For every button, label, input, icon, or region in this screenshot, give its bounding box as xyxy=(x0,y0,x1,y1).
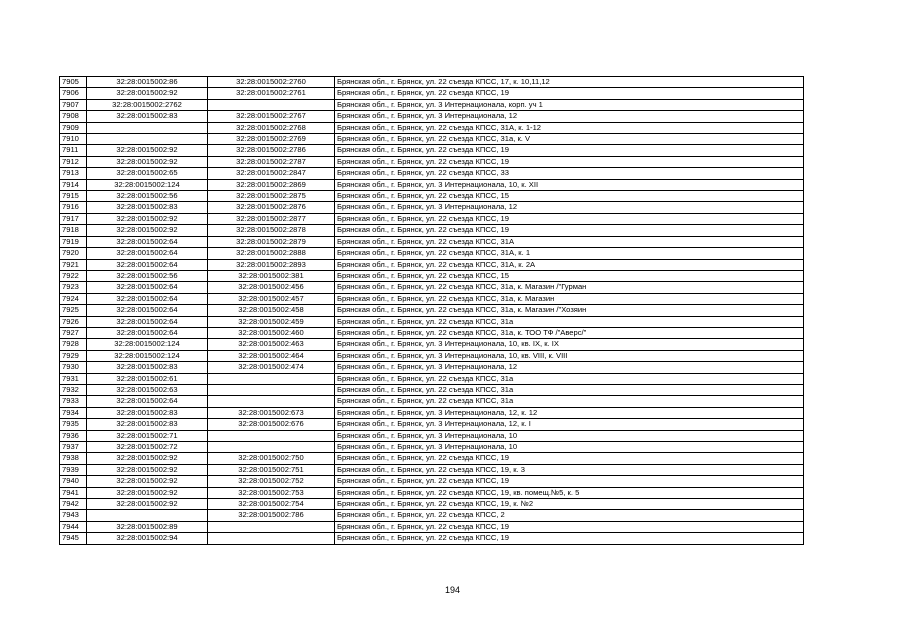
parcel-cadastral-cell: 32:28:0015002:64 xyxy=(87,293,208,304)
building-cadastral-cell: 32:28:0015002:786 xyxy=(208,510,335,521)
address-cell: Брянская обл., г. Брянск, ул. 3 Интернационала, 12 xyxy=(335,111,804,122)
parcel-cadastral-cell: 32:28:0015002:92 xyxy=(87,499,208,510)
table-row xyxy=(60,521,804,532)
address-cell: Брянская обл., г. Брянск, ул. 22 съезда КПСС, 19 xyxy=(335,533,804,544)
building-cadastral-cell: 32:28:0015002:752 xyxy=(208,476,335,487)
row-number-cell: 7945 xyxy=(60,533,87,544)
table-row xyxy=(60,88,804,99)
building-cadastral-cell xyxy=(208,430,335,441)
table-row xyxy=(60,453,804,464)
address-cell: Брянская обл., г. Брянск, ул. 3 Интернационала, 10, кв. IX, к. IX xyxy=(335,339,804,350)
building-cadastral-cell: 32:28:0015002:673 xyxy=(208,407,335,418)
building-cadastral-cell: 32:28:0015002:464 xyxy=(208,350,335,361)
parcel-cadastral-cell: 32:28:0015002:63 xyxy=(87,384,208,395)
parcel-cadastral-cell: 32:28:0015002:94 xyxy=(87,533,208,544)
address-cell: Брянская обл., г. Брянск, ул. 22 съезда КПСС, 31а, к. Магазин xyxy=(335,293,804,304)
address-cell: Брянская обл., г. Брянск, ул. 3 Интернационала, 12 xyxy=(335,362,804,373)
table-row xyxy=(60,134,804,145)
building-cadastral-cell: 32:28:0015002:2769 xyxy=(208,134,335,145)
building-cadastral-cell xyxy=(208,384,335,395)
building-cadastral-cell xyxy=(208,396,335,407)
building-cadastral-cell: 32:28:0015002:2768 xyxy=(208,122,335,133)
table-row xyxy=(60,111,804,122)
address-cell: Брянская обл., г. Брянск, ул. 22 съезда КПСС, 31А xyxy=(335,236,804,247)
table-row xyxy=(60,225,804,236)
building-cadastral-cell: 32:28:0015002:2760 xyxy=(208,77,335,88)
address-cell: Брянская обл., г. Брянск, ул. 22 съезда КПСС, 15 xyxy=(335,191,804,202)
registry-table xyxy=(59,76,804,545)
parcel-cadastral-cell: 32:28:0015002:83 xyxy=(87,407,208,418)
parcel-cadastral-cell: 32:28:0015002:64 xyxy=(87,316,208,327)
row-number-cell: 7910 xyxy=(60,134,87,145)
table-row xyxy=(60,396,804,407)
parcel-cadastral-cell: 32:28:0015002:64 xyxy=(87,305,208,316)
parcel-cadastral-cell: 32:28:0015002:92 xyxy=(87,156,208,167)
building-cadastral-cell: 32:28:0015002:474 xyxy=(208,362,335,373)
row-number-cell: 7935 xyxy=(60,419,87,430)
address-cell: Брянская обл., г. Брянск, ул. 22 съезда КПСС, 19 xyxy=(335,225,804,236)
address-cell: Брянская обл., г. Брянск, ул. 22 съезда КПСС, 19, кв. помещ.№5, к. 5 xyxy=(335,487,804,498)
address-cell: Брянская обл., г. Брянск, ул. 22 съезда КПСС, 19 xyxy=(335,145,804,156)
address-cell: Брянская обл., г. Брянск, ул. 22 съезда КПСС, 31а, к. Магазин /"Хозяин xyxy=(335,305,804,316)
address-cell: Брянская обл., г. Брянск, ул. 22 съезда КПСС, 31а xyxy=(335,396,804,407)
row-number-cell: 7905 xyxy=(60,77,87,88)
parcel-cadastral-cell: 32:28:0015002:124 xyxy=(87,350,208,361)
row-number-cell: 7919 xyxy=(60,236,87,247)
address-cell: Брянская обл., г. Брянск, ул. 3 Интернационала, 10 xyxy=(335,442,804,453)
address-cell: Брянская обл., г. Брянск, ул. 22 съезда КПСС, 19 xyxy=(335,521,804,532)
address-cell: Брянская обл., г. Брянск, ул. 22 съезда КПСС, 31А, к. 2А xyxy=(335,259,804,270)
table-row xyxy=(60,99,804,110)
row-number-cell: 7943 xyxy=(60,510,87,521)
address-cell: Брянская обл., г. Брянск, ул. 3 Интернационала, 12, к. 12 xyxy=(335,407,804,418)
parcel-cadastral-cell: 32:28:0015002:92 xyxy=(87,88,208,99)
row-number-cell: 7936 xyxy=(60,430,87,441)
parcel-cadastral-cell: 32:28:0015002:92 xyxy=(87,225,208,236)
address-cell: Брянская обл., г. Брянск, ул. 22 съезда КПСС, 31А, к. 1-12 xyxy=(335,122,804,133)
address-cell: Брянская обл., г. Брянск, ул. 22 съезда КПСС, 31а xyxy=(335,373,804,384)
building-cadastral-cell: 32:28:0015002:2893 xyxy=(208,259,335,270)
building-cadastral-cell: 32:28:0015002:458 xyxy=(208,305,335,316)
address-cell: Брянская обл., г. Брянск, ул. 22 съезда КПСС, 19 xyxy=(335,476,804,487)
parcel-cadastral-cell: 32:28:0015002:56 xyxy=(87,191,208,202)
parcel-cadastral-cell: 32:28:0015002:92 xyxy=(87,213,208,224)
building-cadastral-cell: 32:28:0015002:754 xyxy=(208,499,335,510)
building-cadastral-cell: 32:28:0015002:2888 xyxy=(208,248,335,259)
row-number-cell: 7917 xyxy=(60,213,87,224)
row-number-cell: 7916 xyxy=(60,202,87,213)
row-number-cell: 7914 xyxy=(60,179,87,190)
parcel-cadastral-cell: 32:28:0015002:92 xyxy=(87,487,208,498)
building-cadastral-cell xyxy=(208,442,335,453)
building-cadastral-cell: 32:28:0015002:2869 xyxy=(208,179,335,190)
parcel-cadastral-cell: 32:28:0015002:89 xyxy=(87,521,208,532)
address-cell: Брянская обл., г. Брянск, ул. 22 съезда КПСС, 31а xyxy=(335,384,804,395)
row-number-cell: 7931 xyxy=(60,373,87,384)
row-number-cell: 7915 xyxy=(60,191,87,202)
address-cell: Брянская обл., г. Брянск, ул. 3 Интернационала, 12 xyxy=(335,202,804,213)
address-cell: Брянская обл., г. Брянск, ул. 22 съезда КПСС, 31а, к. V xyxy=(335,134,804,145)
parcel-cadastral-cell: 32:28:0015002:83 xyxy=(87,419,208,430)
table-row xyxy=(60,350,804,361)
table-row xyxy=(60,487,804,498)
address-cell: Брянская обл., г. Брянск, ул. 3 Интернационала, 10, кв. VIII, к. VIII xyxy=(335,350,804,361)
address-cell: Брянская обл., г. Брянск, ул. 22 съезда КПСС, 31А, к. 1 xyxy=(335,248,804,259)
row-number-cell: 7907 xyxy=(60,99,87,110)
row-number-cell: 7932 xyxy=(60,384,87,395)
address-cell: Брянская обл., г. Брянск, ул. 22 съезда КПСС, 19 xyxy=(335,453,804,464)
parcel-cadastral-cell: 32:28:0015002:124 xyxy=(87,339,208,350)
building-cadastral-cell: 32:28:0015002:463 xyxy=(208,339,335,350)
row-number-cell: 7923 xyxy=(60,282,87,293)
building-cadastral-cell: 32:28:0015002:750 xyxy=(208,453,335,464)
parcel-cadastral-cell: 32:28:0015002:61 xyxy=(87,373,208,384)
parcel-cadastral-cell: 32:28:0015002:92 xyxy=(87,453,208,464)
address-cell: Брянская обл., г. Брянск, ул. 22 съезда КПСС, 31а, к. ТОО ТФ /"Аверс/" xyxy=(335,327,804,338)
building-cadastral-cell xyxy=(208,521,335,532)
registry-table-body xyxy=(60,77,804,545)
building-cadastral-cell: 32:28:0015002:459 xyxy=(208,316,335,327)
table-row xyxy=(60,384,804,395)
table-row xyxy=(60,168,804,179)
table-row xyxy=(60,259,804,270)
table-row xyxy=(60,270,804,281)
parcel-cadastral-cell: 32:28:0015002:64 xyxy=(87,259,208,270)
building-cadastral-cell xyxy=(208,99,335,110)
table-row xyxy=(60,236,804,247)
building-cadastral-cell: 32:28:0015002:2876 xyxy=(208,202,335,213)
parcel-cadastral-cell: 32:28:0015002:86 xyxy=(87,77,208,88)
address-cell: Брянская обл., г. Брянск, ул. 3 Интернационала, 12, к. I xyxy=(335,419,804,430)
table-row xyxy=(60,156,804,167)
address-cell: Брянская обл., г. Брянск, ул. 22 съезда КПСС, 31а, к. Магазин /"Гурман xyxy=(335,282,804,293)
table-row xyxy=(60,191,804,202)
address-cell: Брянская обл., г. Брянск, ул. 22 съезда КПСС, 17, к. 10,11,12 xyxy=(335,77,804,88)
parcel-cadastral-cell: 32:28:0015002:83 xyxy=(87,362,208,373)
row-number-cell: 7924 xyxy=(60,293,87,304)
row-number-cell: 7925 xyxy=(60,305,87,316)
address-cell: Брянская обл., г. Брянск, ул. 3 Интернационала, 10 xyxy=(335,430,804,441)
building-cadastral-cell: 32:28:0015002:2847 xyxy=(208,168,335,179)
address-cell: Брянская обл., г. Брянск, ул. 3 Интернационала, 10, к. XII xyxy=(335,179,804,190)
row-number-cell: 7912 xyxy=(60,156,87,167)
table-row xyxy=(60,464,804,475)
row-number-cell: 7906 xyxy=(60,88,87,99)
address-cell: Брянская обл., г. Брянск, ул. 22 съезда КПСС, 33 xyxy=(335,168,804,179)
address-cell: Брянская обл., г. Брянск, ул. 22 съезда КПСС, 19, к. №2 xyxy=(335,499,804,510)
address-cell: Брянская обл., г. Брянск, ул. 22 съезда КПСС, 19 xyxy=(335,88,804,99)
row-number-cell: 7939 xyxy=(60,464,87,475)
table-row xyxy=(60,327,804,338)
row-number-cell: 7926 xyxy=(60,316,87,327)
building-cadastral-cell: 32:28:0015002:676 xyxy=(208,419,335,430)
row-number-cell: 7942 xyxy=(60,499,87,510)
building-cadastral-cell: 32:28:0015002:460 xyxy=(208,327,335,338)
row-number-cell: 7941 xyxy=(60,487,87,498)
building-cadastral-cell: 32:28:0015002:457 xyxy=(208,293,335,304)
table-row xyxy=(60,122,804,133)
row-number-cell: 7928 xyxy=(60,339,87,350)
parcel-cadastral-cell: 32:28:0015002:92 xyxy=(87,145,208,156)
parcel-cadastral-cell: 32:28:0015002:65 xyxy=(87,168,208,179)
table-row xyxy=(60,499,804,510)
row-number-cell: 7944 xyxy=(60,521,87,532)
building-cadastral-cell: 32:28:0015002:2878 xyxy=(208,225,335,236)
address-cell: Брянская обл., г. Брянск, ул. 3 Интернационала, корп. уч 1 xyxy=(335,99,804,110)
parcel-cadastral-cell: 32:28:0015002:92 xyxy=(87,464,208,475)
building-cadastral-cell xyxy=(208,373,335,384)
table-row xyxy=(60,316,804,327)
table-row xyxy=(60,430,804,441)
row-number-cell: 7929 xyxy=(60,350,87,361)
address-cell: Брянская обл., г. Брянск, ул. 22 съезда КПСС, 2 xyxy=(335,510,804,521)
parcel-cadastral-cell: 32:28:0015002:2762 xyxy=(87,99,208,110)
building-cadastral-cell: 32:28:0015002:2877 xyxy=(208,213,335,224)
table-row xyxy=(60,407,804,418)
parcel-cadastral-cell xyxy=(87,134,208,145)
building-cadastral-cell: 32:28:0015002:751 xyxy=(208,464,335,475)
building-cadastral-cell: 32:28:0015002:753 xyxy=(208,487,335,498)
building-cadastral-cell: 32:28:0015002:2787 xyxy=(208,156,335,167)
building-cadastral-cell: 32:28:0015002:2767 xyxy=(208,111,335,122)
table-row xyxy=(60,476,804,487)
row-number-cell: 7940 xyxy=(60,476,87,487)
row-number-cell: 7920 xyxy=(60,248,87,259)
address-cell: Брянская обл., г. Брянск, ул. 22 съезда КПСС, 31а xyxy=(335,316,804,327)
parcel-cadastral-cell: 32:28:0015002:64 xyxy=(87,282,208,293)
table-row xyxy=(60,202,804,213)
table-row xyxy=(60,442,804,453)
table-row xyxy=(60,510,804,521)
parcel-cadastral-cell: 32:28:0015002:92 xyxy=(87,476,208,487)
row-number-cell: 7922 xyxy=(60,270,87,281)
table-row xyxy=(60,305,804,316)
building-cadastral-cell: 32:28:0015002:2879 xyxy=(208,236,335,247)
building-cadastral-cell: 32:28:0015002:2875 xyxy=(208,191,335,202)
table-row xyxy=(60,145,804,156)
building-cadastral-cell xyxy=(208,533,335,544)
row-number-cell: 7911 xyxy=(60,145,87,156)
table-row xyxy=(60,419,804,430)
parcel-cadastral-cell: 32:28:0015002:72 xyxy=(87,442,208,453)
parcel-cadastral-cell: 32:28:0015002:64 xyxy=(87,396,208,407)
table-row xyxy=(60,282,804,293)
parcel-cadastral-cell: 32:28:0015002:64 xyxy=(87,327,208,338)
address-cell: Брянская обл., г. Брянск, ул. 22 съезда КПСС, 19 xyxy=(335,213,804,224)
parcel-cadastral-cell: 32:28:0015002:124 xyxy=(87,179,208,190)
row-number-cell: 7927 xyxy=(60,327,87,338)
table-row xyxy=(60,339,804,350)
table-row xyxy=(60,248,804,259)
address-cell: Брянская обл., г. Брянск, ул. 22 съезда КПСС, 15 xyxy=(335,270,804,281)
table-row xyxy=(60,213,804,224)
address-cell: Брянская обл., г. Брянск, ул. 22 съезда КПСС, 19, к. 3 xyxy=(335,464,804,475)
row-number-cell: 7930 xyxy=(60,362,87,373)
table-row xyxy=(60,362,804,373)
table-row xyxy=(60,293,804,304)
table-row xyxy=(60,533,804,544)
parcel-cadastral-cell: 32:28:0015002:83 xyxy=(87,202,208,213)
building-cadastral-cell: 32:28:0015002:456 xyxy=(208,282,335,293)
row-number-cell: 7938 xyxy=(60,453,87,464)
table-row xyxy=(60,77,804,88)
parcel-cadastral-cell xyxy=(87,510,208,521)
parcel-cadastral-cell: 32:28:0015002:83 xyxy=(87,111,208,122)
row-number-cell: 7921 xyxy=(60,259,87,270)
building-cadastral-cell: 32:28:0015002:2761 xyxy=(208,88,335,99)
parcel-cadastral-cell: 32:28:0015002:71 xyxy=(87,430,208,441)
row-number-cell: 7937 xyxy=(60,442,87,453)
row-number-cell: 7913 xyxy=(60,168,87,179)
address-cell: Брянская обл., г. Брянск, ул. 22 съезда КПСС, 19 xyxy=(335,156,804,167)
parcel-cadastral-cell: 32:28:0015002:64 xyxy=(87,236,208,247)
building-cadastral-cell: 32:28:0015002:381 xyxy=(208,270,335,281)
building-cadastral-cell: 32:28:0015002:2786 xyxy=(208,145,335,156)
row-number-cell: 7933 xyxy=(60,396,87,407)
table-row xyxy=(60,373,804,384)
page-number: 194 xyxy=(444,585,461,595)
row-number-cell: 7908 xyxy=(60,111,87,122)
parcel-cadastral-cell xyxy=(87,122,208,133)
table-row xyxy=(60,179,804,190)
parcel-cadastral-cell: 32:28:0015002:64 xyxy=(87,248,208,259)
row-number-cell: 7909 xyxy=(60,122,87,133)
row-number-cell: 7918 xyxy=(60,225,87,236)
parcel-cadastral-cell: 32:28:0015002:56 xyxy=(87,270,208,281)
row-number-cell: 7934 xyxy=(60,407,87,418)
